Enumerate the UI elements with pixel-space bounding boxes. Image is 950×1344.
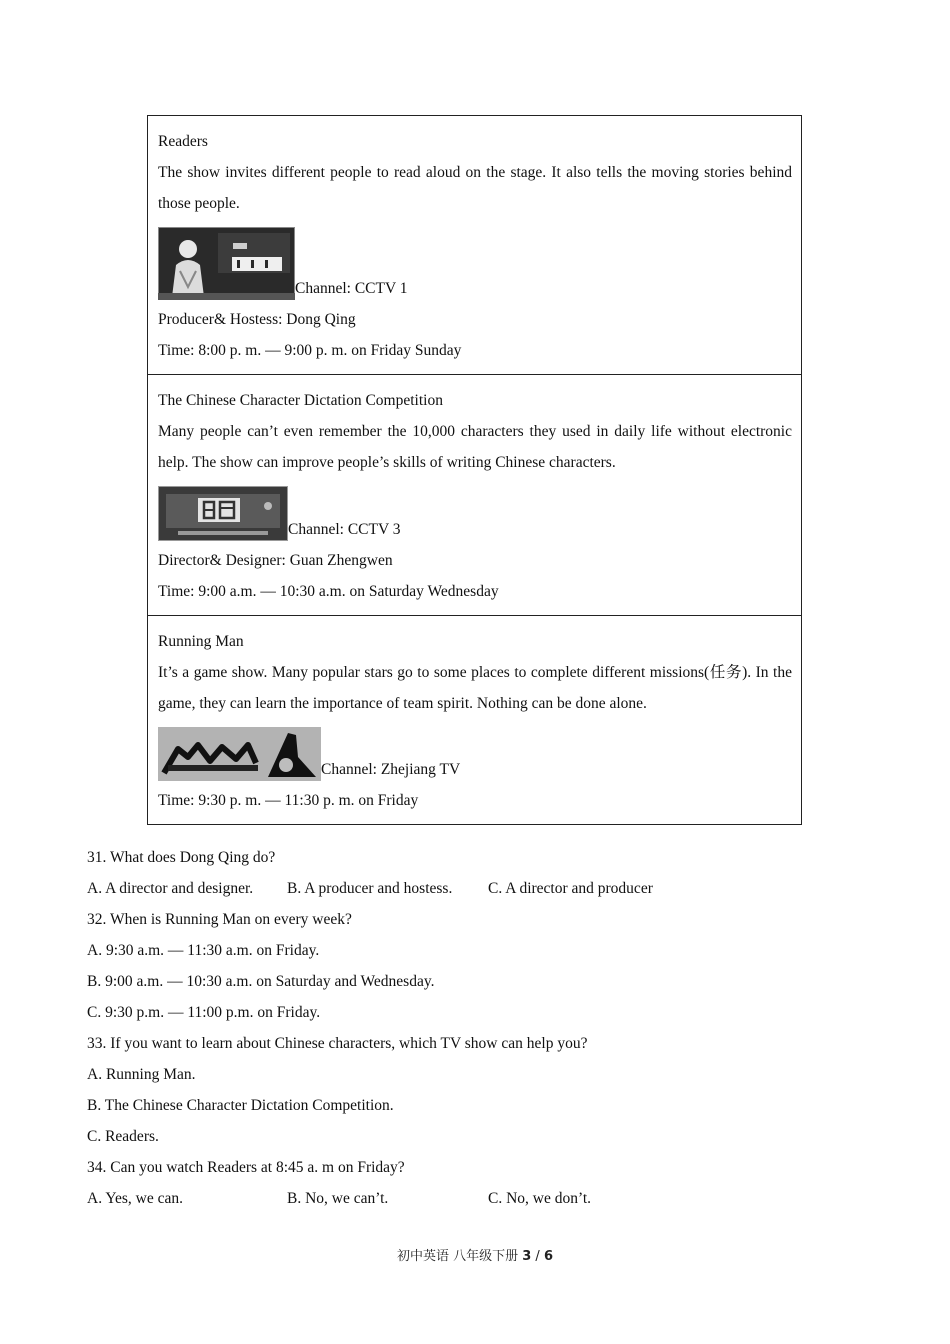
show-dictation — [148, 374, 801, 615]
show-description: The show invites different people to read aloud on the stage. It also tells the moving stories behind those people. — [158, 164, 792, 212]
question-34-options — [87, 1183, 847, 1214]
option-a[interactable]: A. A director and designer. — [87, 880, 254, 897]
option-b[interactable]: B. The Chinese Character Dictation Competition. — [87, 1097, 394, 1114]
option-b[interactable]: B. No, we can’t. — [287, 1190, 389, 1207]
question-31-options — [87, 873, 847, 904]
question-32: 32. When is Running Man on every week? — [87, 911, 352, 928]
show-running-man — [148, 615, 801, 824]
option-b[interactable]: B. A producer and hostess. — [287, 880, 453, 897]
show-time: Time: 9:30 p. m. — 11:30 p. m. on Friday — [158, 792, 419, 809]
page-separator: / — [531, 1249, 544, 1264]
show-staff: Producer& Hostess: Dong Qing — [158, 311, 356, 328]
show-readers — [148, 116, 801, 374]
show-staff: Director& Designer: Guan Zhengwen — [158, 552, 393, 569]
logo-row — [158, 727, 792, 781]
option-a[interactable]: A. Yes, we can. — [87, 1190, 184, 1207]
readers-logo-photo — [158, 227, 295, 300]
tv-show-table — [147, 115, 802, 825]
option-a[interactable]: A. 9:30 a.m. — 11:30 a.m. on Friday. — [87, 942, 320, 959]
option-c[interactable]: C. 9:30 p.m. — 11:00 p.m. on Friday. — [87, 1004, 321, 1021]
option-c[interactable]: C. No, we don’t. — [488, 1190, 592, 1207]
page-footer — [0, 1245, 950, 1264]
channel-label: Channel: CCTV 3 — [288, 521, 401, 538]
option-c[interactable]: C. Readers. — [87, 1128, 159, 1145]
question-34: 34. Can you watch Readers at 8:45 a. m on Friday? — [87, 1159, 405, 1176]
question-31: 31. What does Dong Qing do? — [87, 849, 276, 866]
dictation-logo-photo — [158, 486, 288, 541]
show-time: Time: 8:00 p. m. — 9:00 p. m. on Friday Sunday — [158, 342, 462, 359]
running-man-logo-photo — [158, 727, 321, 781]
logo-row — [158, 486, 792, 541]
channel-label: Channel: Zhejiang TV — [321, 761, 461, 778]
show-title: The Chinese Character Dictation Competition — [158, 392, 443, 409]
option-c[interactable]: C. A director and producer — [488, 880, 653, 897]
footer-text: 初中英语 八年级下册 — [396, 1249, 523, 1264]
question-33: 33. If you want to learn about Chinese characters, which TV show can help you? — [87, 1035, 588, 1052]
questions — [87, 842, 847, 1214]
option-a[interactable]: A. Running Man. — [87, 1066, 196, 1083]
logo-row — [158, 227, 792, 300]
page-number: 3 — [522, 1249, 532, 1264]
option-b[interactable]: B. 9:00 a.m. — 10:30 a.m. on Saturday and Wednesday. — [87, 973, 435, 990]
page-total: 6 — [543, 1249, 553, 1264]
show-title: Readers — [158, 133, 208, 150]
channel-label: Channel: CCTV 1 — [295, 280, 408, 297]
show-description: It’s a game show. Many popular stars go to some places to complete different missions(任务). In the game, they can learn the importance of team spirit. Nothing can be done alone. — [158, 664, 792, 712]
show-time: Time: 9:00 a.m. — 10:30 a.m. on Saturday Wednesday — [158, 583, 499, 600]
show-description: Many people can’t even remember the 10,000 characters they used in daily life without electronic help. The show can improve people’s skills of writing Chinese characters. — [158, 423, 792, 471]
show-title: Running Man — [158, 633, 244, 650]
